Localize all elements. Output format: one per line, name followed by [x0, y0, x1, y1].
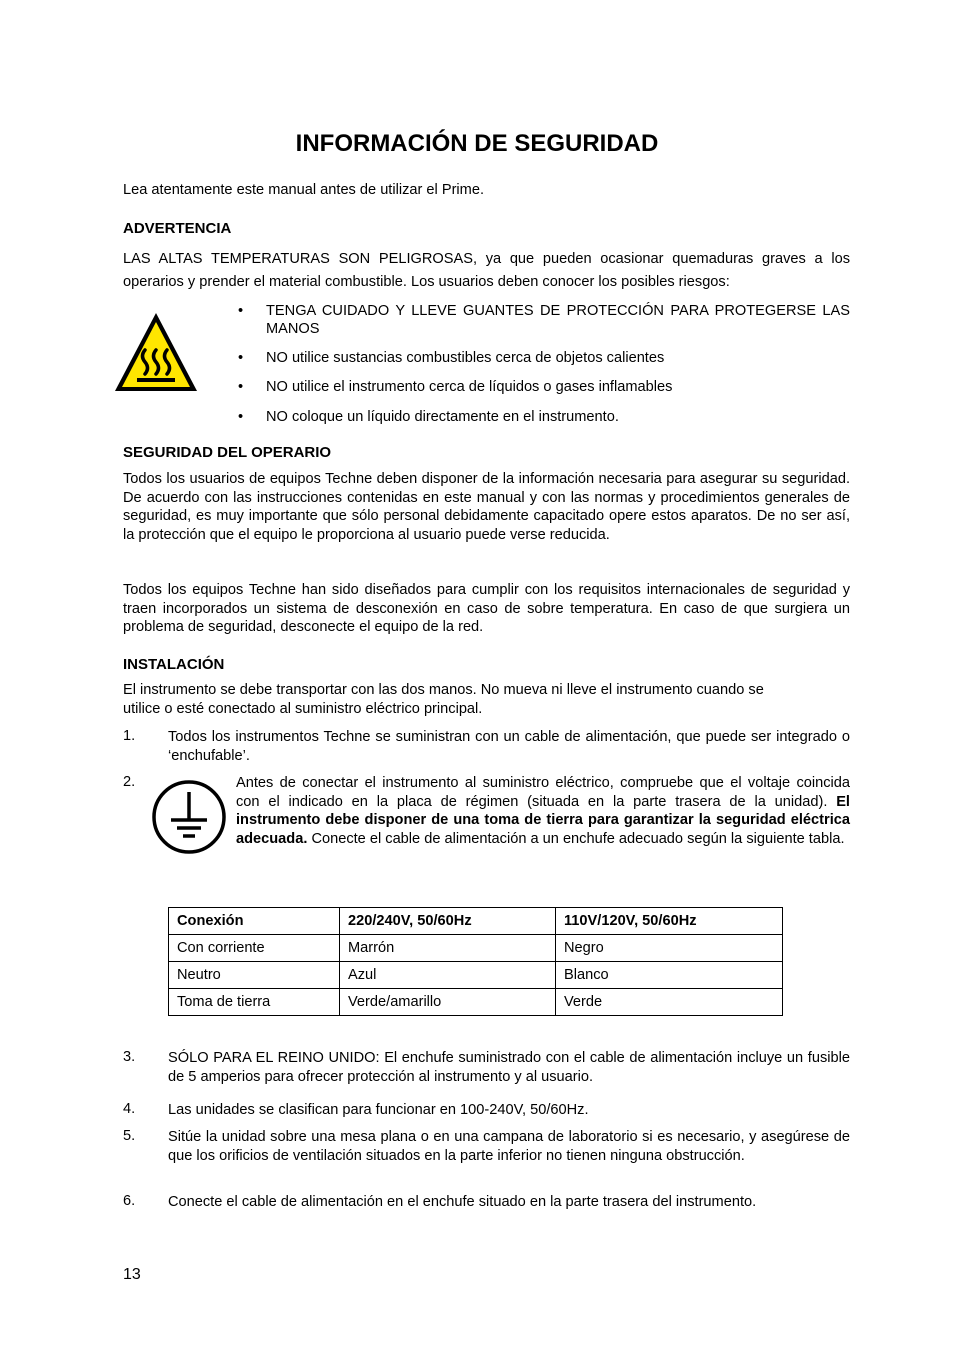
- table-cell: Azul: [340, 962, 556, 989]
- table-cell: Neutro: [169, 962, 340, 989]
- table-cell: Con corriente: [169, 935, 340, 962]
- operator-paragraph-1: Todos los usuarios de equipos Techne deben disponer de la información necesaria para asegurar su seguridad. De acuerdo con las instrucciones contenidas en este manual y con las normas y procedimientos generales de seguridad, es muy importante que sólo personal debidamente capacitado opere estos aparatos. De no ser así, la protección que el equipo le proporciona al usuario puede verse reducida.: [123, 471, 850, 543]
- list-item: Conecte el cable de alimentación en el enchufe situado en la parte trasera del instrumento.: [168, 1194, 757, 1210]
- table-cell: Verde: [556, 989, 783, 1016]
- table-cell: Verde/amarillo: [340, 989, 556, 1016]
- table-header-cell: 220/240V, 50/60Hz: [340, 908, 556, 935]
- page-number: 13: [123, 1266, 141, 1283]
- table-header-cell: 110V/120V, 50/60Hz: [556, 908, 783, 935]
- list-item: Sitúe la unidad sobre una mesa plana o en una campana de laboratorio si es necesario, y asegúrese de que los orificios de ventilación situados en la parte inferior no tienen ninguna obstrucción.: [168, 1129, 850, 1164]
- table-header-cell: Conexión: [169, 908, 340, 935]
- list-number: 1.: [123, 728, 136, 744]
- intro-text: Lea atentamente este manual antes de utilizar el Prime.: [123, 182, 484, 198]
- operator-paragraph-2: Todos los equipos Techne han sido diseñados para cumplir con los requisitos internacionales de seguridad y traen incorporados un sistema de desconexión en caso de sobre temperatura. En caso de que surgiera un problema de seguridad, desconecte el equipo de la red.: [123, 582, 850, 635]
- list-item: Las unidades se clasifican para funcionar en 100-240V, 50/60Hz.: [168, 1102, 589, 1118]
- installation-paragraph: El instrumento se debe transportar con las dos manos. No mueva ni lleve el instrumento cuando se utilice o esté conectado al suministro eléctrico principal.: [123, 682, 764, 717]
- manual-page: INFORMACIÓN DE SEGURIDAD Lea atentamente este manual antes de utilizar el Prime. ADVERTENCIA LAS ALTAS TEMPERATURAS SON PELIGROSAS, ya que pueden ocasionar quemaduras graves a los operarios y prender el material combustible. Los usuarios deben conocer los posibles riesgos: • TENGA CUIDADO Y LLEVE GUANTES DE PROTECCIÓN PARA PROTEGERSE LAS MANOS • NO utilice sustancias combustibles cerca de objetos calientes • NO utilice el instrumento cerca de líquidos o gases inflamables • NO coloque un líquido directamente en el instrumento. SEGURIDAD DEL OPERARIO Todos los usuarios de equipos Techne deben disponer de la información necesaria para asegurar su seguridad. De acuerdo con las instrucciones contenidas en este manual y con las normas y procedimientos generales de seguridad, es muy importante que sólo personal debidamente capacitado opere estos aparatos. De no ser así, la protección que el equipo le proporciona al usuario puede verse reducida. Todos los equipos Techne han sido diseñados para cumplir con los requisitos internacionales de seguridad y traen incorporados un sistema de desconexión en caso de sobre temperatura. En caso de que surgiera un problema de seguridad, desconecte el equipo de la red. INSTALACIÓN El instrumento se debe transportar con las dos manos. No mueva ni lleve el instrumento cuando se utilice o esté conectado al suministro eléctrico principal. 1. Todos los instrumentos Techne se suministran con un cable de alimentación, que puede ser integrado o ‘enchufable’. 2. Antes de conectar el instrumento al suministro eléctrico, compruebe que el voltaje coincida con el indicado en la placa de régimen (situada en la parte trasera de la unidad). El instrumento debe disponer de una toma de tierra para garantizar la seguridad eléctrica adecuada. Conecte el cable de alimentación a un enchufe adecuado según la siguiente tabla. Conexión 220/240V, 50/60Hz 110V/120V, 50/60Hz Con corriente Marrón Negro Neutro Azul Blanco Toma de tierra Verde/amarillo Verde 3. SÓLO PARA EL REINO UNIDO: El enchufe suministrado con el cable de alimentación incluye un fusible de 5 amperios para ofrecer protección al instrumento y al usuario. 4. Las unidades se clasifican para funcionar en 100-240V, 50/60Hz. 5. Sitúe la unidad sobre una mesa plana o en una campana de laboratorio si es necesario, y asegúrese de que los orificios de ventilación situados en la parte inferior no tienen ninguna obstrucción. 6. Conecte el cable de alimentación en el enchufe situado en la parte trasera del instrumento. 13: [0, 0, 954, 1351]
- list-item: Antes de conectar el instrumento al suministro eléctrico, compruebe que el voltaje coincida con el indicado en la placa de régimen (situada en la parte trasera de la unidad). El instrumento debe disponer de una toma de tierra para garantizar la seguridad eléctrica adecuada. Conecte el cable de alimentación a un enchufe adecuado según la siguiente tabla.: [236, 775, 850, 847]
- list-number: 3.: [123, 1049, 136, 1065]
- list-item: Todos los instrumentos Techne se suministran con un cable de alimentación, que puede ser integrado o ‘enchufable’.: [168, 729, 850, 764]
- table-header-row: [169, 908, 783, 935]
- table-cell: Toma de tierra: [169, 989, 340, 1016]
- installation-heading: INSTALACIÓN: [123, 656, 225, 673]
- hot-surface-warning-icon: [113, 310, 199, 394]
- table-row: [169, 989, 783, 1016]
- page-title: INFORMACIÓN DE SEGURIDAD: [295, 130, 659, 157]
- warning-heading: ADVERTENCIA: [123, 220, 232, 237]
- earth-ground-icon: [151, 778, 229, 856]
- list-item: • TENGA CUIDADO Y LLEVE GUANTES DE PROTECCIÓN PARA PROTEGERSE LAS MANOS: [238, 303, 850, 337]
- list-number: 6.: [123, 1193, 136, 1209]
- list-number: 5.: [123, 1128, 136, 1144]
- table-cell: Blanco: [556, 962, 783, 989]
- table-row: [169, 935, 783, 962]
- table-row: [169, 962, 783, 989]
- wiring-table: [168, 907, 783, 1016]
- list-item: SÓLO PARA EL REINO UNIDO: El enchufe suministrado con el cable de alimentación incluye un fusible de 5 amperios para ofrecer protección al instrumento y al usuario.: [168, 1050, 850, 1085]
- operator-heading: SEGURIDAD DEL OPERARIO: [123, 444, 332, 461]
- list-number: 4.: [123, 1101, 136, 1117]
- table-cell: Marrón: [340, 935, 556, 962]
- warning-text: LAS ALTAS TEMPERATURAS SON PELIGROSAS, ya que pueden ocasionar quemaduras graves a los operarios y prender el material combustible. Los usuarios deben conocer los posibles riesgos:: [123, 251, 850, 290]
- table-cell: Negro: [556, 935, 783, 962]
- list-number: 2.: [123, 774, 136, 790]
